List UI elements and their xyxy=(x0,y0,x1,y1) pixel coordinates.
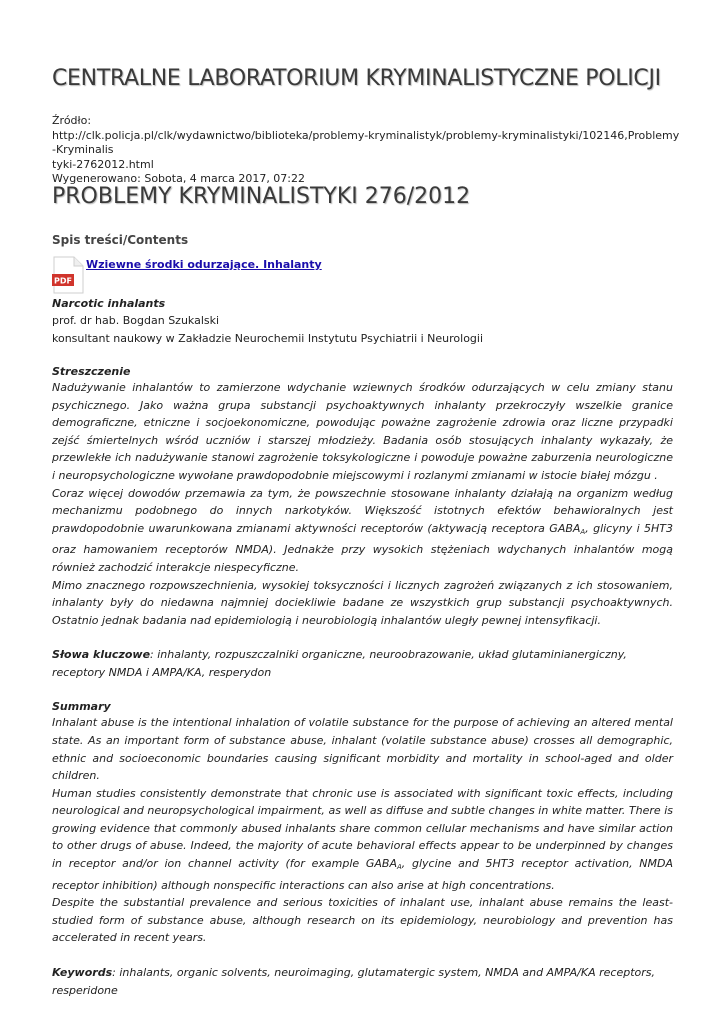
gaba-subscript: A xyxy=(580,527,586,536)
summary-p2-start: Human studies consistently demonstrate that chronic use is associated with significant toxic effects, including neurological and neuropsychological impairment, as well as diffuse and subtle changes in white matter. There is growing evidence that commonly abused inhalants share common cellular mechanisms and have similar action to other drugs of abuse. Indeed, the majority of acute behavioral effects appear to be underpinned by changes in receptor and/or ion channel activity (for example GABA xyxy=(52,786,673,871)
site-title: CENTRALNE LABORATORIUM KRYMINALISTYCZNE POLICJI xyxy=(52,66,661,91)
abstract-pl-p2-start: Coraz więcej dowodów przemawia za tym, że powszechnie stosowane inhalanty działają na organizm według mechanizmu podobnego do innych narkotyków. Większość istotnych efektów behawioralnych jest prawdopodobnie uwarunkowana zmianami aktywności receptorów (aktywacją receptora GABA xyxy=(52,486,673,535)
source-url-line1: http://clk.policja.pl/clk/wydawnictwo/biblioteka/problemy-kryminalistyk/problemy-kryminalistyki/102146,Problemy-Kryminalis xyxy=(52,128,680,156)
affiliation: konsultant naukowy w Zakładzie Neurochemii Instytutu Psychiatrii i Neurologii xyxy=(52,332,484,345)
source-meta xyxy=(52,114,682,187)
keywords-pl-text: : inhalanty, rozpuszczalniki organiczne, neuroobrazowanie, układ glutaminianergiczny, receptory NMDA i AMPA/KA, resperydon xyxy=(52,648,627,679)
document-title: PROBLEMY KRYMINALISTYKI 276/2012 xyxy=(52,184,471,209)
toc-heading: Spis treści/Contents xyxy=(52,233,189,247)
toc-link-inhalants[interactable]: Wziewne środki odurzające. Inhalanty xyxy=(86,258,322,271)
generated-date: Wygenerowano: Sobota, 4 marca 2017, 07:22 xyxy=(52,172,306,185)
pdf-icon-label: PDF xyxy=(54,276,72,286)
summary-p2-end: , glycine and 5HT3 receptor activation, NMDA receptor inhibition) although nonspecific interactions can also arise at high concentrations. xyxy=(52,857,673,892)
abstract-pl-heading: Streszczenie xyxy=(52,365,131,378)
abstract-pl-paragraph-2 xyxy=(52,485,673,577)
author: prof. dr hab. Bogdan Szukalski xyxy=(52,314,220,327)
keywords-en-text: : inhalants, organic solvents, neuroimaging, glutamatergic system, NMDA and AMPA/KA receptors, resperidone xyxy=(52,966,656,997)
pdf-icon[interactable] xyxy=(52,256,84,294)
summary-paragraph-1: Inhalant abuse is the intentional inhalation of volatile substance for the purpose of achieving an altered mental state. As an important form of substance abuse, inhalant (volatile substance abuse) crosses all demographic, ethnic and socioeconomic boundaries causing significant morbidity and mortality in school-aged and older children. xyxy=(52,716,673,783)
keywords-en-label: Keywords xyxy=(52,966,113,980)
article xyxy=(52,296,673,999)
summary-paragraph-3: Despite the substantial prevalence and serious toxicities of inhalant use, inhalant abuse remains the least-studied form of substance abuse, although research on its epidemiology, neurobiology and prevention has accelerated in recent years. xyxy=(52,896,673,945)
source-url-line2: tyki-2762012.html xyxy=(52,157,154,171)
gaba-subscript-en: A xyxy=(396,863,402,872)
source-label: Źródło: xyxy=(52,114,92,127)
summary-paragraph-2 xyxy=(52,785,673,895)
keywords-en xyxy=(52,964,673,999)
abstract-pl-paragraph-3: Mimo znacznego rozpowszechnienia, wysokiej toksyczności i licznych zagrożeń związanych z ich stosowaniem, inhalanty były do niedawna najmniej dociekliwie badane ze wszystkich grup substancji psychoaktywnych. Ostatnio jednak badania nad epidemiologią i neurobiologią inhalantów uległy pewnej intensyfikacji. xyxy=(52,578,673,627)
abstract-pl-paragraph-1: Nadużywanie inhalantów to zamierzone wdychanie wziewnych środków odurzających w celu zmiany stanu psychicznego. Jako ważna grupa substancji psychoaktywnych inhalanty przekroczyły wszelkie granice demograficzne, etniczne i socjoekonomiczne, powodując poważne zagrożenie zdrowia oraz liczne przypadki zejść śmiertelnych wśród uczniów i starszej młodzieży. Badania osób stosujących inhalanty wykazały, że przewlekłe ich nadużywanie stanowi zagrożenie toksykologiczne i powoduje poważne zaburzenia neurologiczne i neuropsychologiczne wywołane prawdopodobnie miejscowymi i rozlanymi zmianami w istocie białej mózgu . xyxy=(52,381,673,482)
summary-heading: Summary xyxy=(52,700,111,714)
keywords-pl xyxy=(52,646,673,681)
article-title: Narcotic inhalants xyxy=(52,297,166,310)
keywords-pl-label: Słowa kluczowe xyxy=(52,648,151,662)
abstract-pl-p2-end: , glicyny i 5HT3 oraz hamowaniem receptorów NMDA). Jednakże przy wysokich stężeniach wdychanych inhalantów mogą również zachodzić interakcje niespecyficzne. xyxy=(52,521,674,574)
